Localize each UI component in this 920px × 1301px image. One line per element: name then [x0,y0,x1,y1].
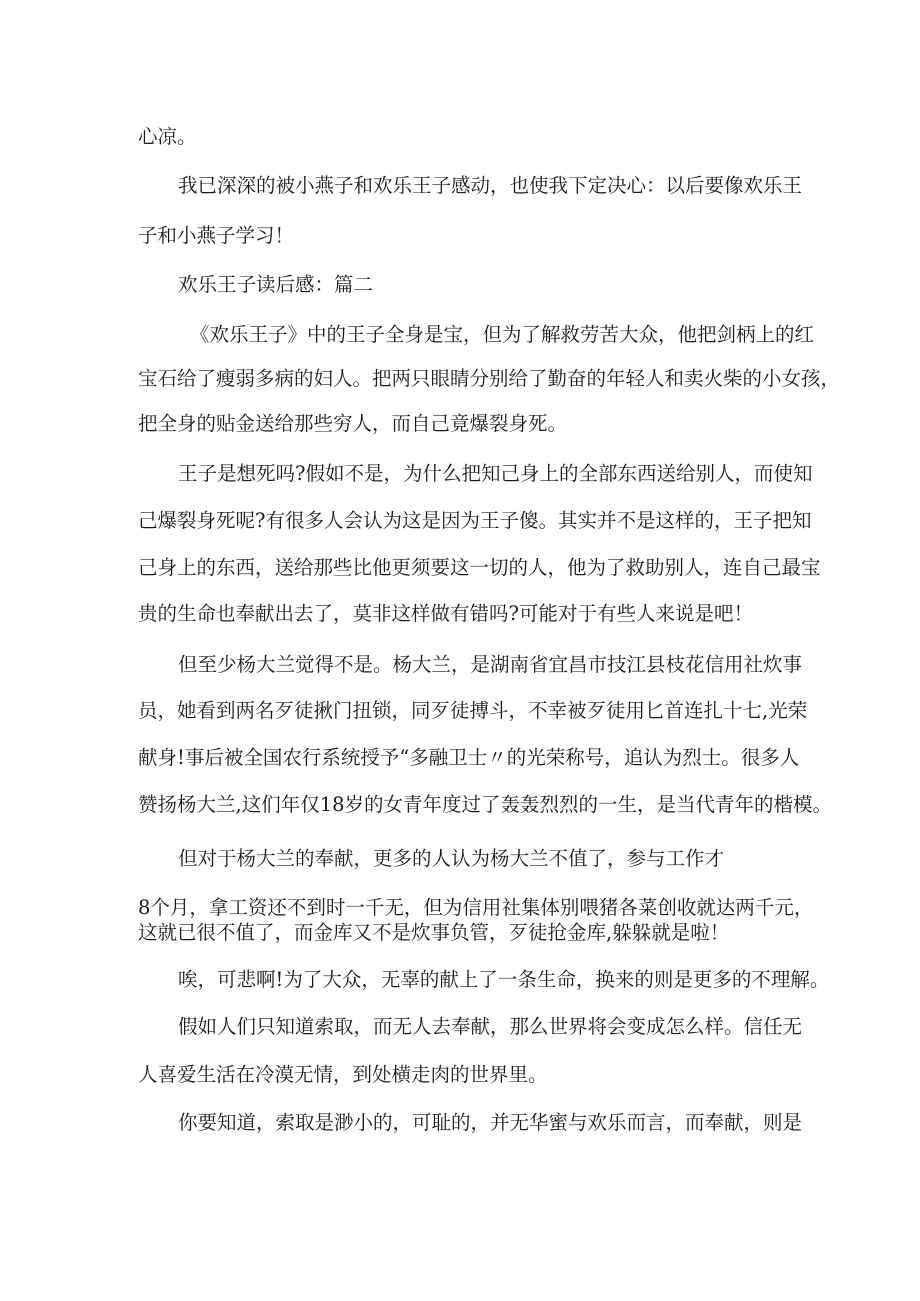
text-line: 把全身的贴金送给那些穷人，而自己竟爆裂身死。 [138,412,568,435]
text-line: 献身!事后被全国农行系统授予“多融卫士〃的光荣称号，追认为烈士。很多人 [138,746,800,769]
text-line: 但对于杨大兰的奉献，更多的人认为杨大兰不值了，参与工作才 [178,847,725,870]
text-line: 这就已很不值了，而金库又不是炊事负管，歹徒抢金库,躲躲就是啦！ [138,921,730,944]
text-line: 王子是想死吗?假如不是，为什么把知己身上的全部东西送给别人，而使知 [178,462,813,485]
text-line: 《欢乐王子》中的王子全身是宝，但为了解救劳苦大众，他把剑柄上的红 [190,323,815,346]
text-line: 心凉。 [138,125,197,148]
text-line: 子和小燕子学习！ [138,224,295,247]
text-line: 人喜爱生活在冷漠无情，到处横走肉的世界里。 [138,1063,548,1086]
text-line: 己爆裂身死呢?有很多人会认为这是因为王子傻。其实并不是这样的，王子把知 [138,509,812,532]
text-line: 你要知道，索取是渺小的，可耻的，并无华蜜与欢乐而言，而奉献，则是 [178,1111,803,1134]
text-line: 8个月，拿工资还不到时一千无，但为信用社集体别喂猪各菜创收就达两千元， [138,896,814,919]
text-line: 假如人们只知道索取，而无人去奉献，那么世界将会变成怎么样。信任无 [178,1015,803,1038]
text-line: 唉，可悲啊!为了大众，无辜的献上了一条生命，换来的则是更多的不理解。 [178,968,830,991]
text-line: 赞扬杨大兰,这们年仅18岁的女青年度过了轰轰烈烈的一生，是当代青年的楷模。 [138,793,833,816]
text-line: 我已深深的被小燕子和欢乐王子感动，也使我下定决心：以后要像欢乐王 [178,174,803,197]
text-line: 己身上的东西，送给那些比他更须要这一切的人，他为了救助别人，连自己最宝 [138,556,821,579]
text-line: 但至少杨大兰觉得不是。杨大兰，是湖南省宜昌市技江县枝花信用社炊事 [178,653,803,676]
text-line: 贵的生命也奉献出去了，莫非这样做有错吗?可能对于有些人来说是吧！ [138,602,753,625]
text-line: 员，她看到两名歹徒揪门扭锁，同歹徒搏斗，不幸被歹徒用匕首连扎十七,光荣 [138,699,808,722]
text-line: 宝石给了瘦弱多病的妇人。把两只眼睛分别给了勤奋的年轻人和卖火柴的小女孩， [138,367,841,390]
section-heading: 欢乐王子读后感：篇二 [178,273,374,296]
